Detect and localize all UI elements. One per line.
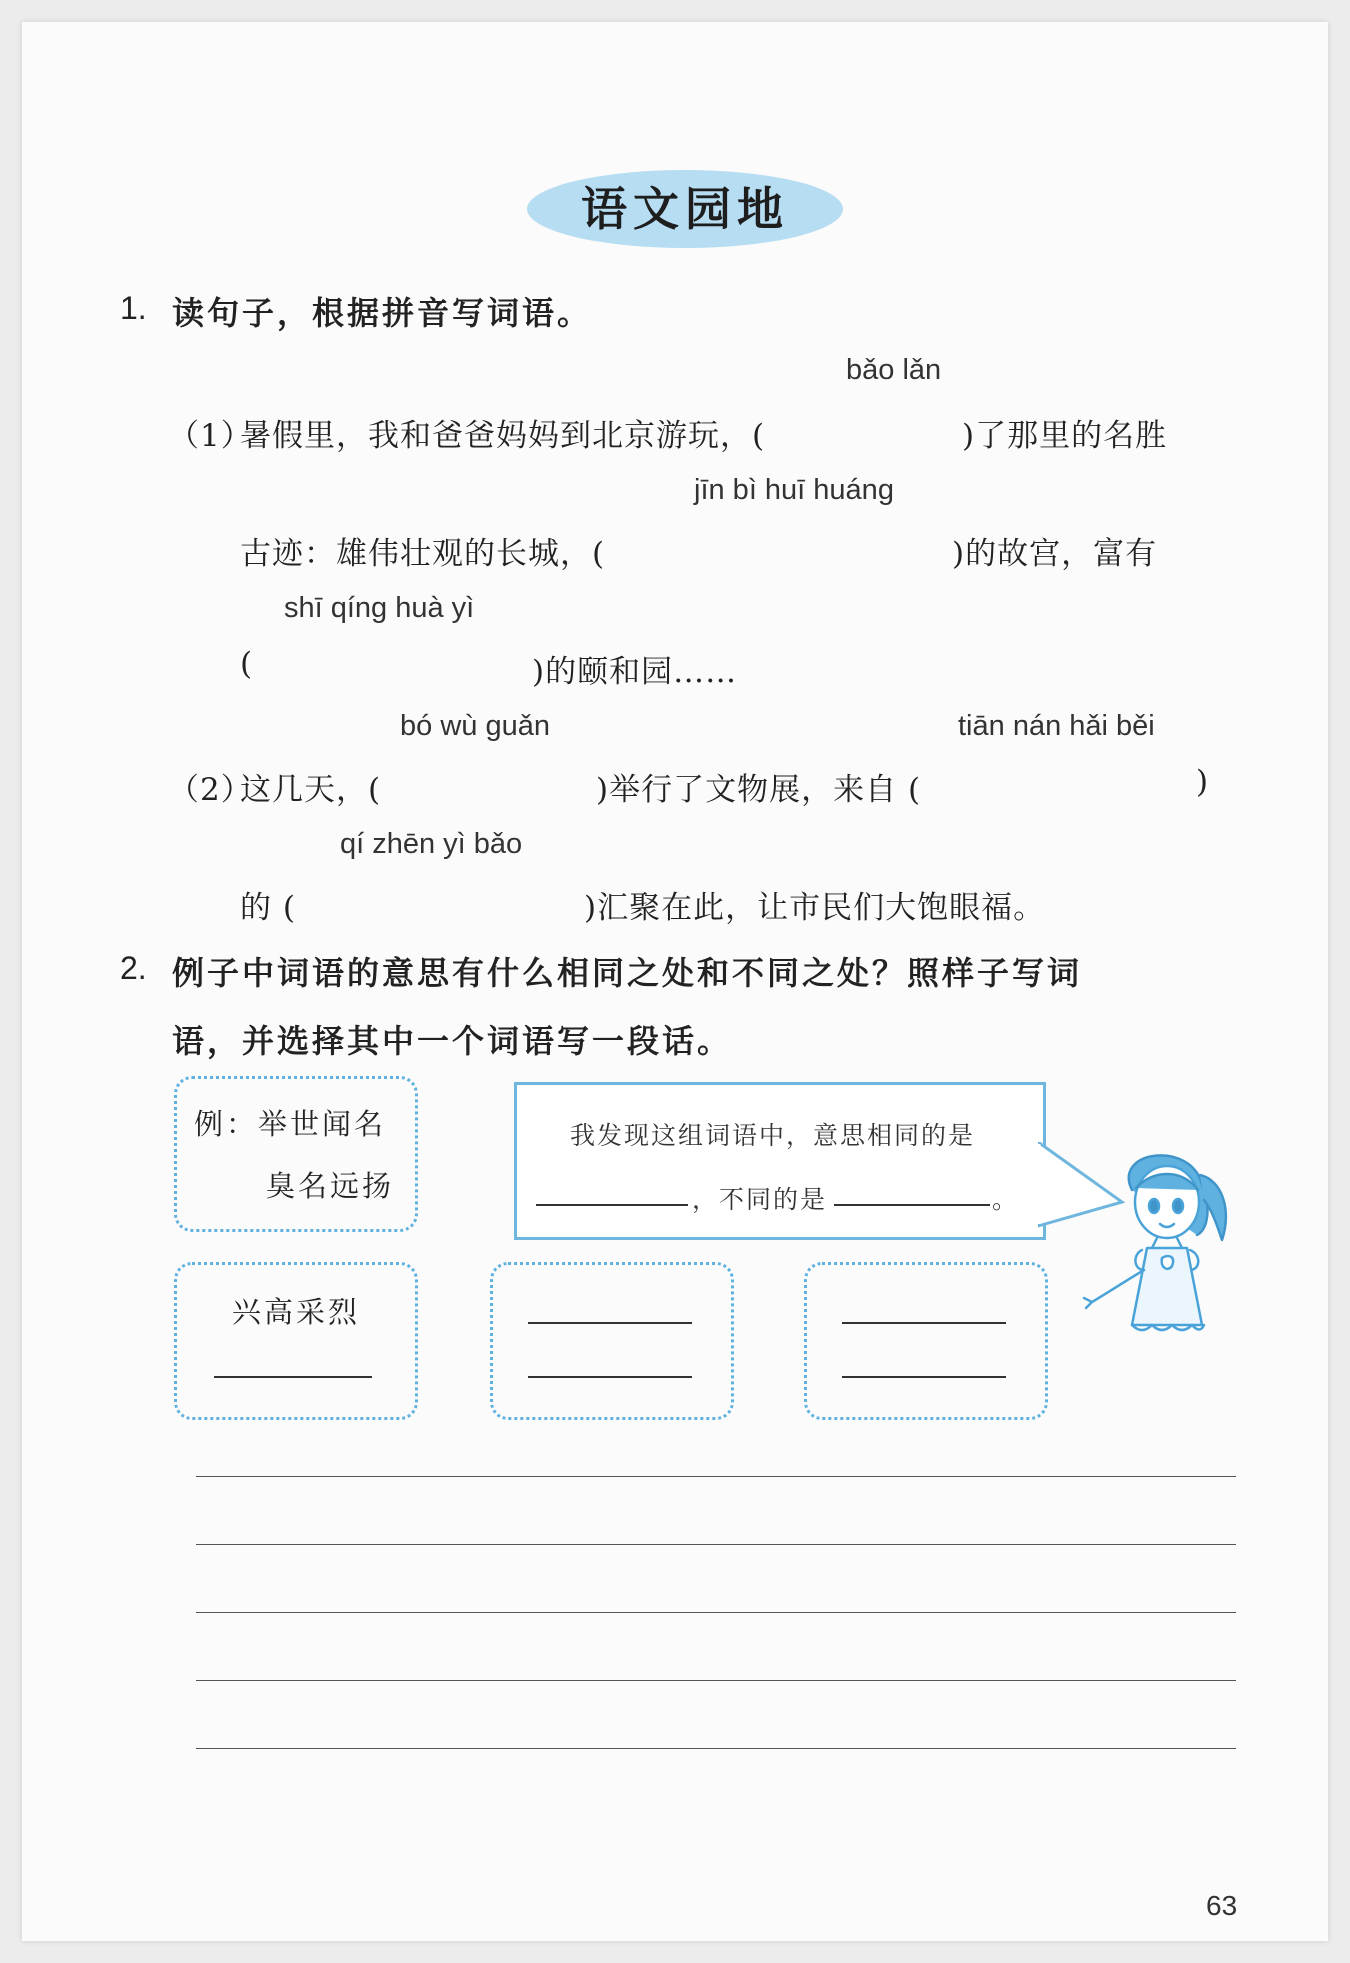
q2-prompt-line1: 例子中词语的意思有什么相同之处和不同之处？照样子写词 (172, 954, 1083, 992)
page-title: 语文园地 (581, 182, 789, 236)
s2-label: （2） (168, 772, 253, 808)
bubble-line1: 我发现这组词语中，意思相同的是 (570, 1121, 976, 1150)
page-number: 63 (1206, 1890, 1238, 1921)
q2-number: 2. (120, 950, 147, 986)
answer-box-1 (174, 1262, 418, 1420)
s1-line3-a: ( (240, 646, 254, 682)
answer-box-2 (490, 1262, 734, 1420)
s1-line2-b: )的故宫，富有 (952, 536, 1158, 572)
q1-number: 1. (120, 290, 147, 326)
bubble-end: 。 (992, 1185, 1020, 1214)
answer-box-1-blank[interactable] (214, 1376, 372, 1378)
s2-line1-b: )举行了文物展，来自 ( (596, 772, 922, 808)
answer-box-2-blank-1[interactable] (528, 1322, 692, 1324)
s1-line2-a: 古迹：雄伟壮观的长城，( (240, 536, 606, 572)
pinyin-qizhenyibao: qí zhēn yì bǎo (340, 828, 523, 860)
q2-prompt-line2: 语，并选择其中一个词语写一段话。 (172, 1022, 733, 1060)
speech-bubble (514, 1082, 1046, 1240)
pinyin-baolan: bǎo lǎn (846, 354, 942, 386)
s1-line1-a: 暑假里，我和爸爸妈妈到北京游玩，( (240, 418, 766, 454)
answer-box-3 (804, 1262, 1048, 1420)
s2-line1-c: ) (1196, 764, 1210, 800)
s1-line1-b: )了那里的名胜 (962, 418, 1168, 454)
writing-line-2[interactable] (196, 1544, 1236, 1545)
writing-line-1[interactable] (196, 1476, 1236, 1477)
s2-line1-a: 这几天，( (240, 772, 382, 808)
writing-line-4[interactable] (196, 1680, 1236, 1681)
writing-line-3[interactable] (196, 1612, 1236, 1613)
bubble-blank-2[interactable] (834, 1204, 990, 1206)
example-word-2: 臭名远扬 (266, 1169, 395, 1203)
answer-box-3-blank-1[interactable] (842, 1322, 1006, 1324)
writing-line-5[interactable] (196, 1748, 1236, 1749)
s1-line3-b: )的颐和园…… (532, 654, 738, 690)
s2-line2-a: 的 ( (240, 890, 296, 926)
girl-icon (1072, 1130, 1252, 1340)
example-word-1: 例：举世闻名 (194, 1107, 387, 1141)
pinyin-tiannanhaibei: tiān nán hǎi běi (958, 710, 1155, 742)
pinyin-jinbihuihuang: jīn bì huī huáng (694, 474, 894, 506)
workbook-page (22, 22, 1328, 1941)
pinyin-shiqinghuayi: shī qíng huà yì (284, 592, 475, 624)
example-box (174, 1076, 418, 1232)
answer-box-3-blank-2[interactable] (842, 1376, 1006, 1378)
pinyin-bowuguan: bó wù guǎn (400, 710, 550, 742)
s1-label: （1） (168, 418, 253, 454)
bubble-blank-1[interactable] (536, 1204, 688, 1206)
answer-box-1-word: 兴高采烈 (232, 1295, 361, 1329)
bubble-mid: ，不同的是 (692, 1185, 828, 1214)
s2-line2-b: )汇聚在此，让市民们大饱眼福。 (584, 890, 1046, 926)
answer-box-2-blank-2[interactable] (528, 1376, 692, 1378)
q1-prompt: 读句子，根据拼音写词语。 (172, 294, 593, 332)
